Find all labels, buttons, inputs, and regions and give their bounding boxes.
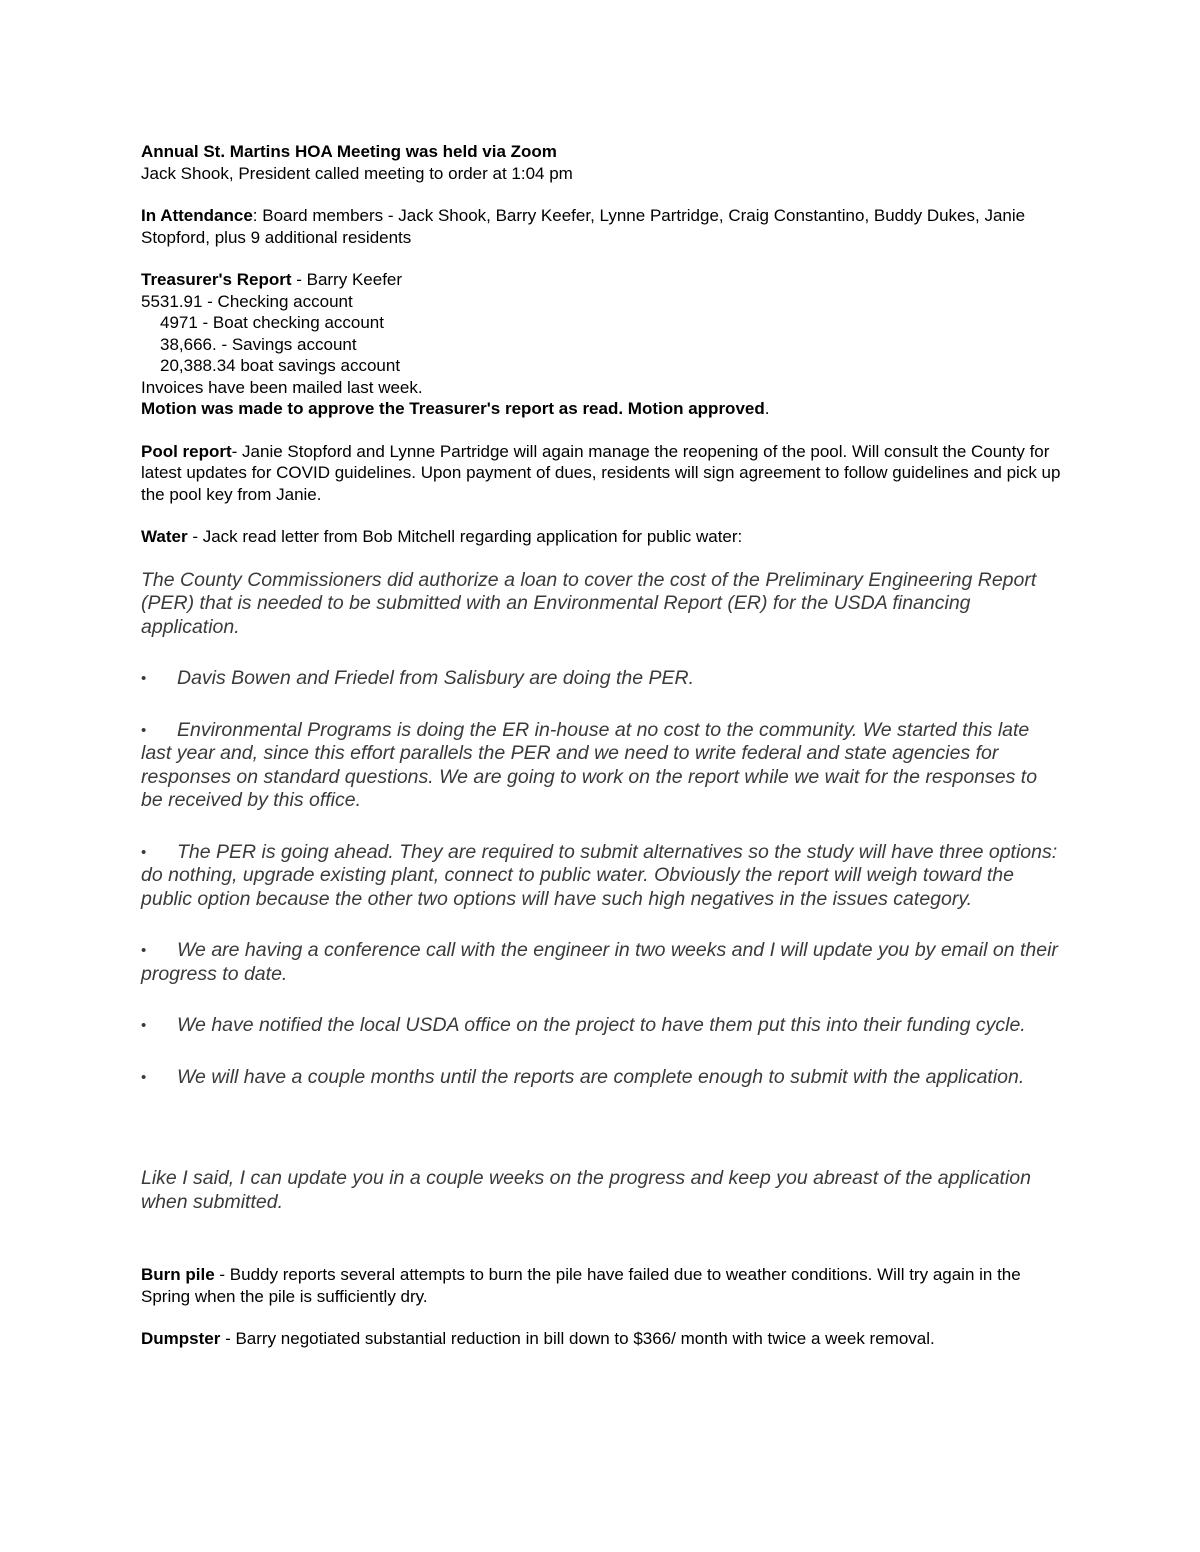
pool-text: - Janie Stopford and Lynne Partridge will again manage the reopening of the pool. Will consult the County for latest updates for COVID guidelines. Upon payment of dues, residents will sign agreement to follow guidelines and pick up the pool key from Janie. bbox=[141, 441, 1061, 504]
attendance-section bbox=[141, 205, 1061, 248]
treasurer-presenter: - Barry Keefer bbox=[291, 270, 403, 289]
account-line: 20,388.34 boat savings account bbox=[160, 356, 401, 375]
pool-section bbox=[141, 441, 1061, 506]
account-line: 38,666. - Savings account bbox=[160, 334, 357, 354]
letter-bullet-text: We have notified the local USDA office on the project to have them put this into their funding cycle. bbox=[177, 1014, 1026, 1036]
letter-bullet-text: Davis Bowen and Friedel from Salisbury are doing the PER. bbox=[177, 667, 694, 689]
letter-bullet-text: We will have a couple months until the reports are complete enough to submit with the application. bbox=[177, 1065, 1025, 1088]
water-text: - Jack read letter from Bob Mitchell regarding application for public water: bbox=[187, 527, 743, 546]
burn-pile-label: Burn pile bbox=[141, 1265, 215, 1284]
bullet-icon: • bbox=[141, 670, 147, 687]
letter-intro: The County Commissioners did authorize a loan to cover the cost of the Preliminary Engineering Report (PER) that is needed to be submitted with an Environmental Report (ER) for the USDA financing application. bbox=[141, 568, 1037, 638]
pool-label: Pool report bbox=[141, 441, 232, 461]
letter-bullet bbox=[141, 939, 1061, 986]
meeting-title: Annual St. Martins HOA Meeting was held via Zoom bbox=[141, 142, 557, 161]
letter-bullet bbox=[141, 1066, 1061, 1090]
attendance-text: : Board members - Jack Shook, Barry Keefer, Lynne Partridge, Craig Constantino, Buddy Dukes, Janie Stopford, plus 9 additional residents bbox=[141, 206, 1026, 247]
bullet-icon: • bbox=[141, 721, 147, 739]
burn-pile-section bbox=[141, 1264, 1061, 1307]
burn-pile-text: - Buddy reports several attempts to burn the pile have failed due to weather conditions. Will try again in the Spring when the pile is sufficiently dry. bbox=[141, 1265, 1021, 1306]
attendance-label: In Attendance bbox=[141, 206, 253, 225]
treasurer-heading bbox=[141, 269, 1061, 291]
water-section bbox=[141, 526, 1061, 548]
water-label: Water bbox=[141, 527, 188, 546]
meeting-minutes-page bbox=[141, 141, 1061, 1350]
letter-bullet-text: The PER is going ahead. They are required to submit alternatives so the study will have three options: do nothing, upgrade existing plant, connect to public water. Obviously the report will weigh toward the public option because the other two options will have such high negatives in the issues category. bbox=[141, 840, 1058, 910]
bullet-icon: • bbox=[141, 843, 147, 861]
bullet-icon: • bbox=[141, 1017, 147, 1034]
dumpster-label: Dumpster bbox=[141, 1329, 221, 1348]
dumpster-section bbox=[141, 1328, 1061, 1350]
account-line: 4971 - Boat checking account bbox=[160, 313, 384, 332]
letter-bullet bbox=[141, 1014, 1061, 1038]
account-line: 5531.91 - Checking account bbox=[141, 291, 353, 311]
motion-period: . bbox=[764, 399, 770, 418]
letter-bullet bbox=[141, 719, 1061, 813]
treasurer-label: Treasurer's Report bbox=[141, 270, 292, 289]
letter-close: Like I said, I can update you in a couple weeks on the progress and keep you abreast of the application when submitted. bbox=[141, 1167, 1032, 1213]
letter-bullet-text: We are having a conference call with the engineer in two weeks and I will update you by email on their progress to date. bbox=[141, 939, 1058, 985]
invoices-note: Invoices have been mailed last week. bbox=[141, 377, 423, 397]
bullet-icon: • bbox=[141, 1068, 147, 1086]
letter-bullet-text: Environmental Programs is doing the ER in-house at no cost to the community. We started this late last year and, since this effort parallels the PER and we need to write federal and state agencies for responses on standard questions. We are going to work on the report while we wait for the responses to be received by this office. bbox=[141, 718, 1038, 811]
letter-bullet bbox=[141, 667, 1061, 691]
bullet-icon: • bbox=[141, 942, 147, 959]
meeting-call-to-order: Jack Shook, President called meeting to order at 1:04 pm bbox=[141, 163, 573, 183]
motion-text: Motion was made to approve the Treasurer's report as read. Motion approved bbox=[141, 399, 765, 418]
treasurer-motion bbox=[141, 398, 1061, 420]
dumpster-text: - Barry negotiated substantial reduction in bill down to $366/ month with twice a week removal. bbox=[220, 1329, 935, 1348]
letter-bullet bbox=[141, 841, 1061, 912]
